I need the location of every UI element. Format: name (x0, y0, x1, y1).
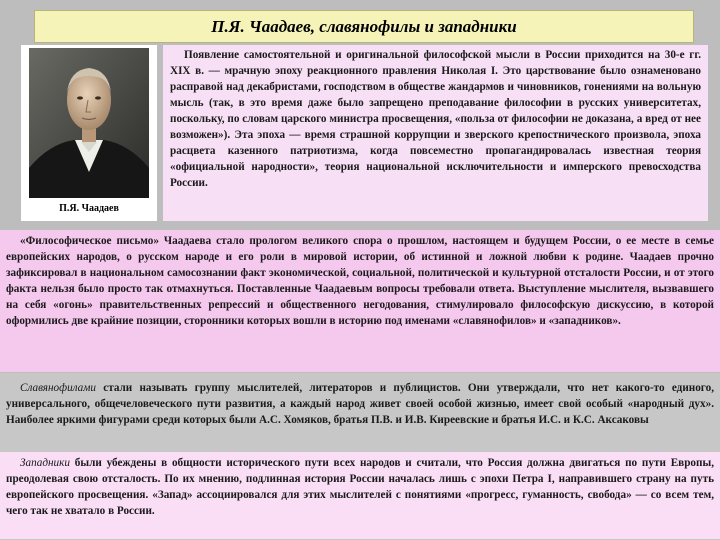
title-bar (34, 10, 694, 43)
letter-paragraph: «Философическое письмо» Чаадаева стало прологом великого спора о прошлом, настоящем и будущем России, о ее месте в семье европейских народов, о русском народе и его роли в мировой истории, об истинной и ложной любви к родине. Чаадаев прочно зафиксировал в национальном самосознании факт экономической, социальной, политической и культурной отсталости России, и от этого факта нельзя было просто так отмахнуться. Поставленные Чаадаевым вопросы требовали ответа. Выступление мыслителя, вызвавшего на себя «огонь» правительственных репрессий и общественного негодования, стимулировало философскую дискуссию, в которой оформились две крайние позиции, сторонники которых вошли в историю под именами «славянофилов» и «западников». (6, 235, 714, 327)
westerners-section (0, 452, 720, 539)
intro-section (163, 45, 708, 221)
portrait-panel (21, 45, 157, 221)
slavophiles-section (0, 377, 720, 450)
letter-section (0, 230, 720, 372)
lower-section (0, 373, 720, 540)
westerners-text: были убеждены в общности исторического пути всех народов и считали, что Россия должна двигаться по пути Европы, преодолевая свою отсталость. По их мнению, подлинная история России началась лишь с эпохи Петра I, направившего страну на путь европейского просвещения. «Запад» ассоциировался для этих мыслителей с понятиями «прогресс, гуманность, свобода» — со всем тем, чего так не хватало в России. (6, 457, 714, 517)
intro-paragraph: Появление самостоятельной и оригинальной философской мысли в России приходится на 30-е гг. XIX в. — мрачную эпоху реакционного правления Николая I. Это царствование было ознаменовано расправой над декабристами, господством в обществе жандармов и чиновников, гонениями на вольную мысль (так, в это время даже было запрещено преподавание философии в русских университетах, поскольку, по словам царского министра просвещения, «польза от философии не доказана, а вред от нее возможен»). Эта эпоха — время страшной коррупции и зверского крепостнического произвола, эпоха расцвета казенного патриотизма, когда повсеместно пропагандировалась известная теория «официальной народности», теория национальной исключительности и имперского превосходства России. (170, 49, 701, 189)
page-title: П.Я. Чаадаев, славянофилы и западники (211, 16, 517, 36)
slavophiles-text: стали называть группу мыслителей, литераторов и публицистов. Они утверждали, что нет какого-то единого, универсального, общечеловеческого пути развития, а каждый народ живет своей особой жизнью, имеет свой особый «народный дух». Наиболее яркими фигурами среди которых были А.С. Хомяков, братья П.В. и И.В. Киреевские и братья И.С. и К.С. Аксаковы (6, 382, 714, 426)
westerners-term: Западники (20, 457, 70, 469)
chaadaev-portrait (29, 48, 149, 198)
slavophiles-paragraph (6, 380, 714, 428)
slavophiles-term: Славянофилами (20, 382, 97, 394)
portrait-caption: П.Я. Чаадаев (59, 203, 119, 214)
portrait-illustration (29, 48, 149, 198)
westerners-paragraph (6, 455, 714, 519)
